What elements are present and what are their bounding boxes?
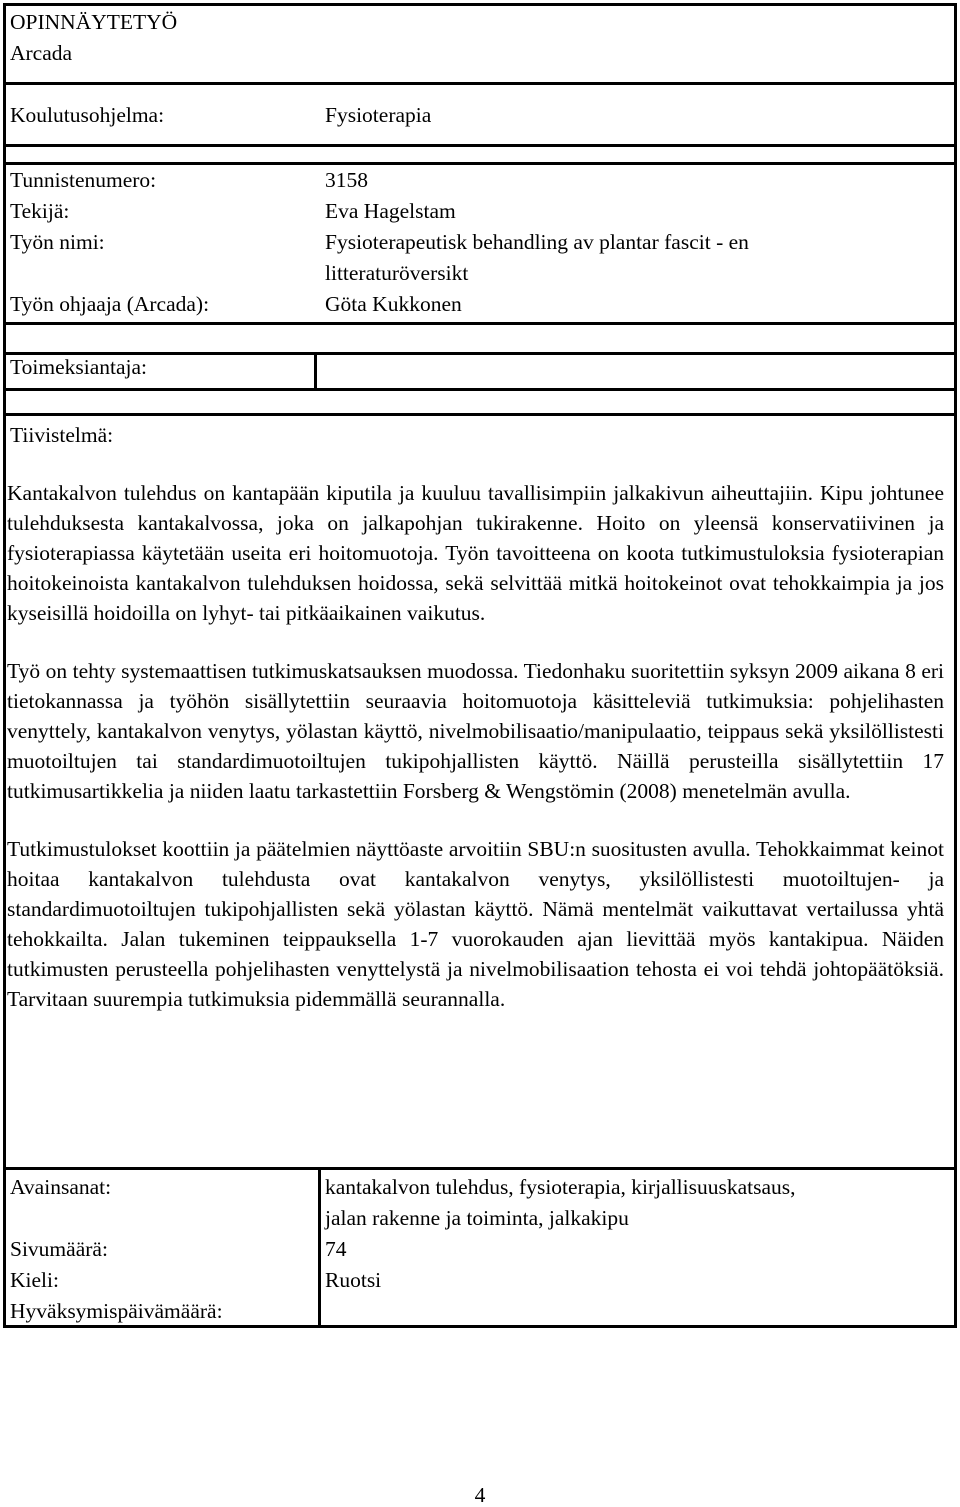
id-value: 3158: [325, 168, 368, 192]
pages-label: Sivumäärä:: [10, 1237, 108, 1261]
abstract-paragraph: Tutkimustulokset koottiin ja päätelmien näyttöaste arvoitiin SBU:n suositusten avulla. Tehokkaimmat keinot hoitaa kantakalvon tulehdusta ovat kantakalvon venytys, yksilöllistesti muotoiltujen- ja standardimuotoiltujen tukipohjallisten sekä yölastan käyttö. Nämä mentelmät vaikuttavat vertailussa yhtä tehokkailta. Jalan tukeminen teippauksella 1-7 vuorokauden ajan lievittää myös kantakipua. Näiden tutkimusten perusteella pohjelihasten venyttelystä ja nivelmobilisaation tehosta ei voi tehdä johtopäätöksiä. Tarvitaan suurempia tutkimuksia pidemmällä seurannalla.: [7, 837, 944, 1011]
institution: Arcada: [10, 41, 73, 65]
title-value-line2: litteraturöversikt: [325, 261, 469, 285]
divider: [6, 82, 954, 85]
divider: [6, 1167, 954, 1170]
id-label: Tunnistenumero:: [10, 168, 157, 192]
abstract-label: Tiivistelmä:: [10, 423, 114, 447]
author-value: Eva Hagelstam: [325, 199, 456, 223]
keywords-label: Avainsanat:: [10, 1175, 112, 1199]
divider: [314, 352, 317, 391]
program-value: Fysioterapia: [325, 103, 432, 127]
document-type: OPINNÄYTETYÖ: [10, 10, 178, 34]
program-label: Koulutusohjelma:: [10, 103, 165, 127]
divider: [318, 1167, 321, 1325]
commissioner-label: Toimeksiantaja:: [10, 355, 148, 379]
divider: [6, 413, 954, 416]
divider: [6, 388, 954, 391]
abstract-body: [7, 478, 944, 1014]
title-value-line1: Fysioterapeutisk behandling av plantar fascit - en: [325, 230, 749, 254]
page-number: 4: [474, 1483, 486, 1507]
language-label: Kieli:: [10, 1268, 59, 1292]
keywords-value-line1: kantakalvon tulehdus, fysioterapia, kirjallisuuskatsaus,: [325, 1175, 796, 1199]
abstract-paragraph: Työ on tehty systemaattisen tutkimuskatsauksen muodossa. Tiedonhaku suoritettiin syksyn 2009 aikana 8 eri tietokannassa ja työhön sisällytettiin seuraavia hoitomuotoja käsitteleviä tutkimuksia: pohjelihasten venyttely, kantakalvon venytys, yölastan käyttö, nivelmobilisaatio/manipulaatio, teippaus sekä yksilöllistesti muotoiltujen tai standardimuotoiltujen tukipohjallisten käyttö. Näillä perusteilla sisällytettiin 17 tutkimusartikkelia ja niiden laatu tarkastettiin Forsberg & Wengstömin (2008) menetelmän avulla.: [7, 659, 944, 803]
language-value: Ruotsi: [325, 1268, 382, 1292]
supervisor-label: Työn ohjaaja (Arcada):: [10, 292, 210, 316]
divider: [6, 352, 954, 355]
supervisor-value: Göta Kukkonen: [325, 292, 462, 316]
approval-date-label: Hyväksymispäivämäärä:: [10, 1299, 223, 1323]
divider: [6, 144, 954, 147]
divider: [6, 322, 954, 325]
title-label: Työn nimi:: [10, 230, 105, 254]
abstract-paragraph: Kantakalvon tulehdus on kantapään kiputila ja kuuluu tavallisimpiin jalkakivun aiheuttajiin. Kipu johtunee tulehduksesta kantakalvossa, joka on jalkapohjan tukirakenne. Hoito on yleensä konservatiivinen ja fysioterapiassa käytetään useita eri hoitomuotoja. Työn tavoitteena on koota tutkimustuloksia fysioterapian hoitokeinoista kantakalvon tulehduksen hoidossa, sekä selvittää mitkä hoitokeinot ovat tehokkaimpia ja jos kyseisillä hoidoilla on lyhyt- tai pitkäaikainen vaikutus.: [7, 481, 944, 625]
pages-value: 74: [325, 1237, 347, 1261]
keywords-value-line2: jalan rakenne ja toiminta, jalkakipu: [325, 1206, 629, 1230]
author-label: Tekijä:: [10, 199, 70, 223]
